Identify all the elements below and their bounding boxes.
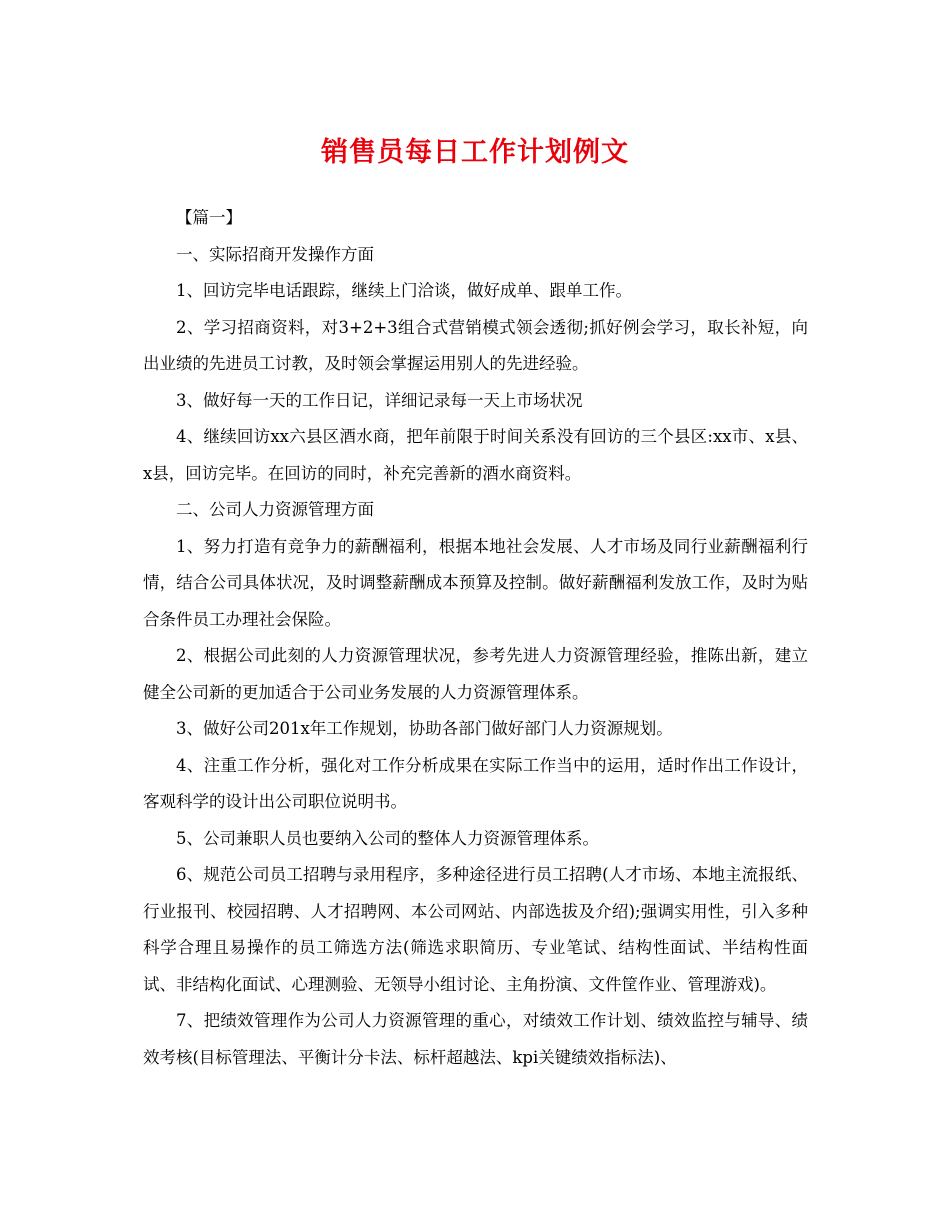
section-heading-part-one: 【篇一】 (176, 208, 242, 227)
paragraph: 4、注重工作分析，强化对工作分析成果在实际工作当中的运用，适时作出工作设计，客观科学的设计出公司职位说明书。 (143, 755, 808, 811)
paragraph: 4、继续回访xx六县区酒水商，把年前限于时间关系没有回访的三个县区:xx市、x县、x县，回访完毕。在回访的同时，补充完善新的酒水商资料。 (143, 427, 808, 483)
paragraph: 3、做好每一天的工作日记，详细记录每一天上市场状况 (176, 390, 583, 410)
paragraph: 1、回访完毕电话跟踪，继续上门洽谈，做好成单、跟单工作。 (176, 281, 632, 300)
section-heading-recruitment: 一、实际招商开发操作方面 (176, 244, 374, 264)
paragraph: 2、根据公司此刻的人力资源管理状况，参考先进人力资源管理经验，推陈出新，建立健全公司新的更加适合于公司业务发展的人力资源管理体系。 (143, 646, 808, 702)
paragraph: 3、做好公司201x年工作规划，协助各部门做好部门人力资源规划。 (176, 719, 673, 738)
paragraph: 1、努力打造有竞争力的薪酬福利，根据本地社会发展、人才市场及同行业薪酬福利行情，结合公司具体状况，及时调整薪酬成本预算及控制。做好薪酬福利发放工作，及时为贴合条件员工办理社会保险。 (143, 536, 808, 629)
paragraph: 7、把绩效管理作为公司人力资源管理的重心，对绩效工作计划、绩效监控与辅导、绩效考核(目标管理法、平衡计分卡法、标杆超越法、kpi关键绩效指标法)、 (143, 1011, 808, 1067)
document-title: 销售员每日工作计划例文 (321, 137, 629, 168)
paragraph: 2、学习招商资料，对3+2+3组合式营销模式领会透彻;抓好例会学习，取长补短，向出业绩的先进员工讨教，及时领会掌握运用别人的先进经验。 (143, 317, 808, 373)
section-heading-hr: 二、公司人力资源管理方面 (176, 500, 374, 519)
paragraph: 6、规范公司员工招聘与录用程序，多种途径进行员工招聘(人才市场、本地主流报纸、行业报刊、校园招聘、人才招聘网、本公司网站、内部选拔及介绍);强调实用性，引入多种科学合理且易操作的员工筛选方法(筛选求职简历、专业笔试、结构性面试、半结构性面试、非结构化面试、心理测验、无领导小组讨论、主角扮演、文件筐作业、管理游戏)。 (143, 865, 808, 994)
paragraph: 5、公司兼职人员也要纳入公司的整体人力资源管理体系。 (176, 828, 599, 848)
document-body (143, 200, 808, 1076)
